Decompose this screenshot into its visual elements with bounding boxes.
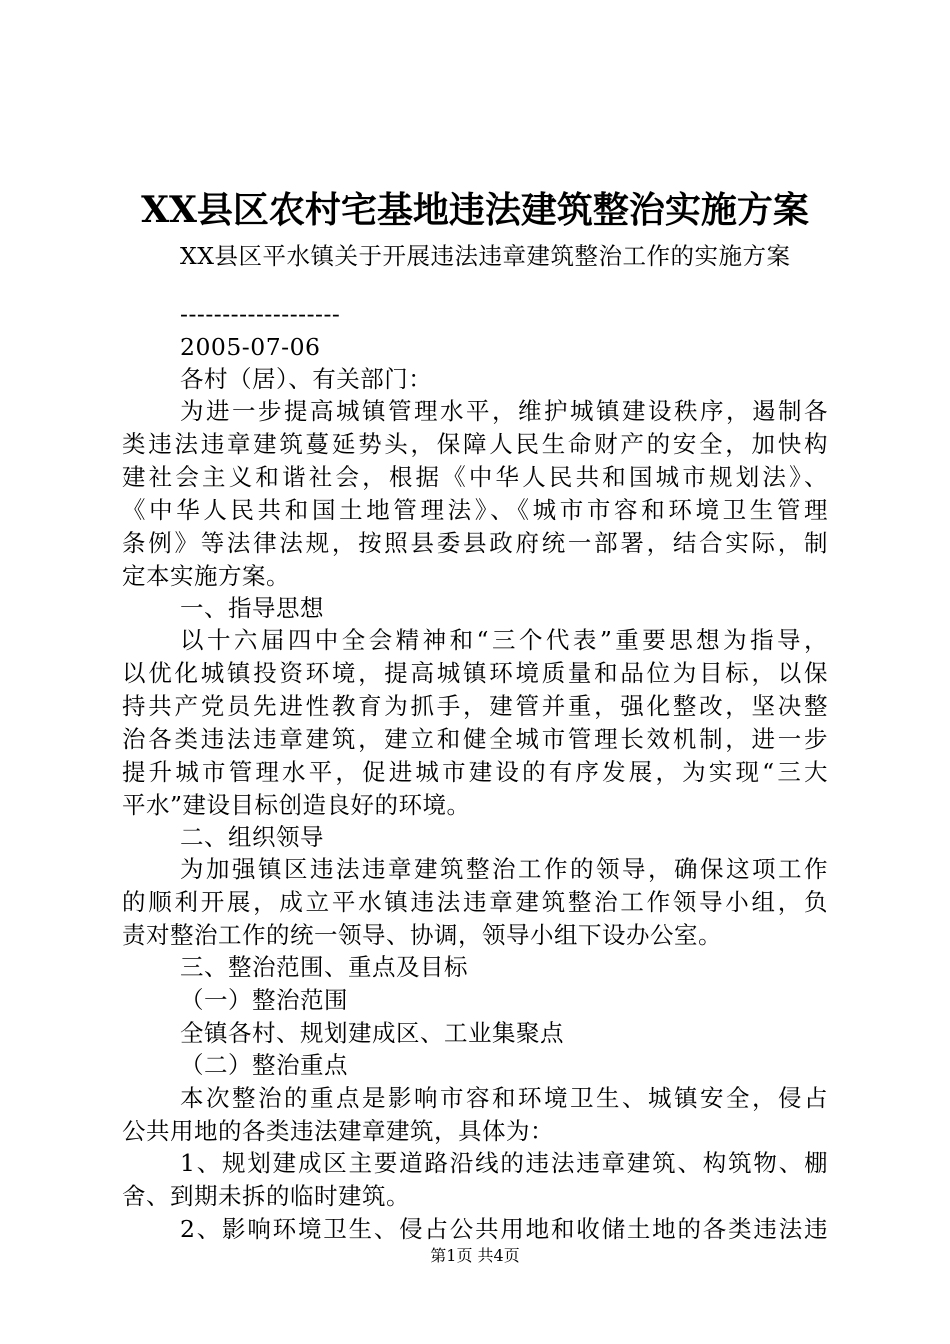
- paragraph-line: 为加强镇区违法违章建筑整治工作的领导，确保这项工作: [180, 855, 828, 883]
- paragraph-line: 定本实施方案。: [122, 562, 290, 590]
- paragraph-line: 平水”建设目标创造良好的环境。: [122, 791, 471, 819]
- paragraph-line: 持共产党员先进性教育为抓手，建管并重，强化整改，坚决整: [122, 692, 828, 720]
- paragraph-line: 以优化城镇投资环境，提高城镇环境质量和品位为目标，以保: [122, 659, 828, 687]
- paragraph-line: 本次整治的重点是影响市容和环境卫生、城镇安全，侵占: [180, 1084, 828, 1112]
- subtitle: XX县区平水镇关于开展违法违章建筑整治工作的实施方案: [180, 242, 791, 270]
- separator-line: -------------------: [180, 300, 341, 328]
- paragraph-line: 提升城市管理水平，促进城市建设的有序发展，为实现“三大: [122, 758, 828, 786]
- paragraph-line: 建社会主义和谐社会，根据《中华人民共和国城市规划法》、: [122, 463, 828, 491]
- paragraph-line: 公共用地的各类违法建章建筑，具体为：: [122, 1117, 554, 1145]
- section-heading: 三、整治范围、重点及目标: [180, 953, 468, 981]
- paragraph-line: 为进一步提高城镇管理水平，维护城镇建设秩序，遏制各: [180, 397, 828, 425]
- paragraph-line: 的顺利开展，成立平水镇违法违章建筑整治工作领导小组，负: [122, 888, 828, 916]
- subsection-heading: （二）整治重点: [180, 1051, 348, 1079]
- paragraph-line: 类违法违章建筑蔓延势头，保障人民生命财产的安全，加快构: [122, 430, 828, 458]
- section-heading: 二、组织领导: [180, 823, 324, 851]
- page-footer: 第1页 共4页: [430, 1246, 520, 1265]
- paragraph-line: 舍、到期未拆的临时建筑。: [122, 1182, 410, 1210]
- paragraph-line: 《中华人民共和国土地管理法》、《城市市容和环境卫生管理: [122, 496, 828, 524]
- subsection-heading: （一）整治范围: [180, 986, 348, 1014]
- document-title: XX县区农村宅基地违法建筑整治实施方案: [141, 189, 809, 231]
- section-heading: 一、指导思想: [180, 594, 324, 622]
- paragraph-line: 全镇各村、规划建成区、工业集聚点: [180, 1019, 564, 1047]
- date: 2005-07-06: [180, 333, 321, 361]
- salutation: 各村（居）、有关部门：: [180, 365, 433, 393]
- paragraph-line: 条例》等法律法规，按照县委县政府统一部署，结合实际，制: [122, 529, 828, 557]
- paragraph-line: 1、规划建成区主要道路沿线的违法违章建筑、构筑物、棚: [180, 1149, 828, 1177]
- paragraph-line: 治各类违法违章建筑，建立和健全城市管理长效机制，进一步: [122, 725, 828, 753]
- paragraph-line: 以十六届四中全会精神和“三个代表”重要思想为指导，: [180, 626, 828, 654]
- paragraph-line: 2、影响环境卫生、侵占公共用地和收储土地的各类违法违: [180, 1215, 828, 1243]
- paragraph-line: 责对整治工作的统一领导、协调，领导小组下设办公室。: [122, 921, 722, 949]
